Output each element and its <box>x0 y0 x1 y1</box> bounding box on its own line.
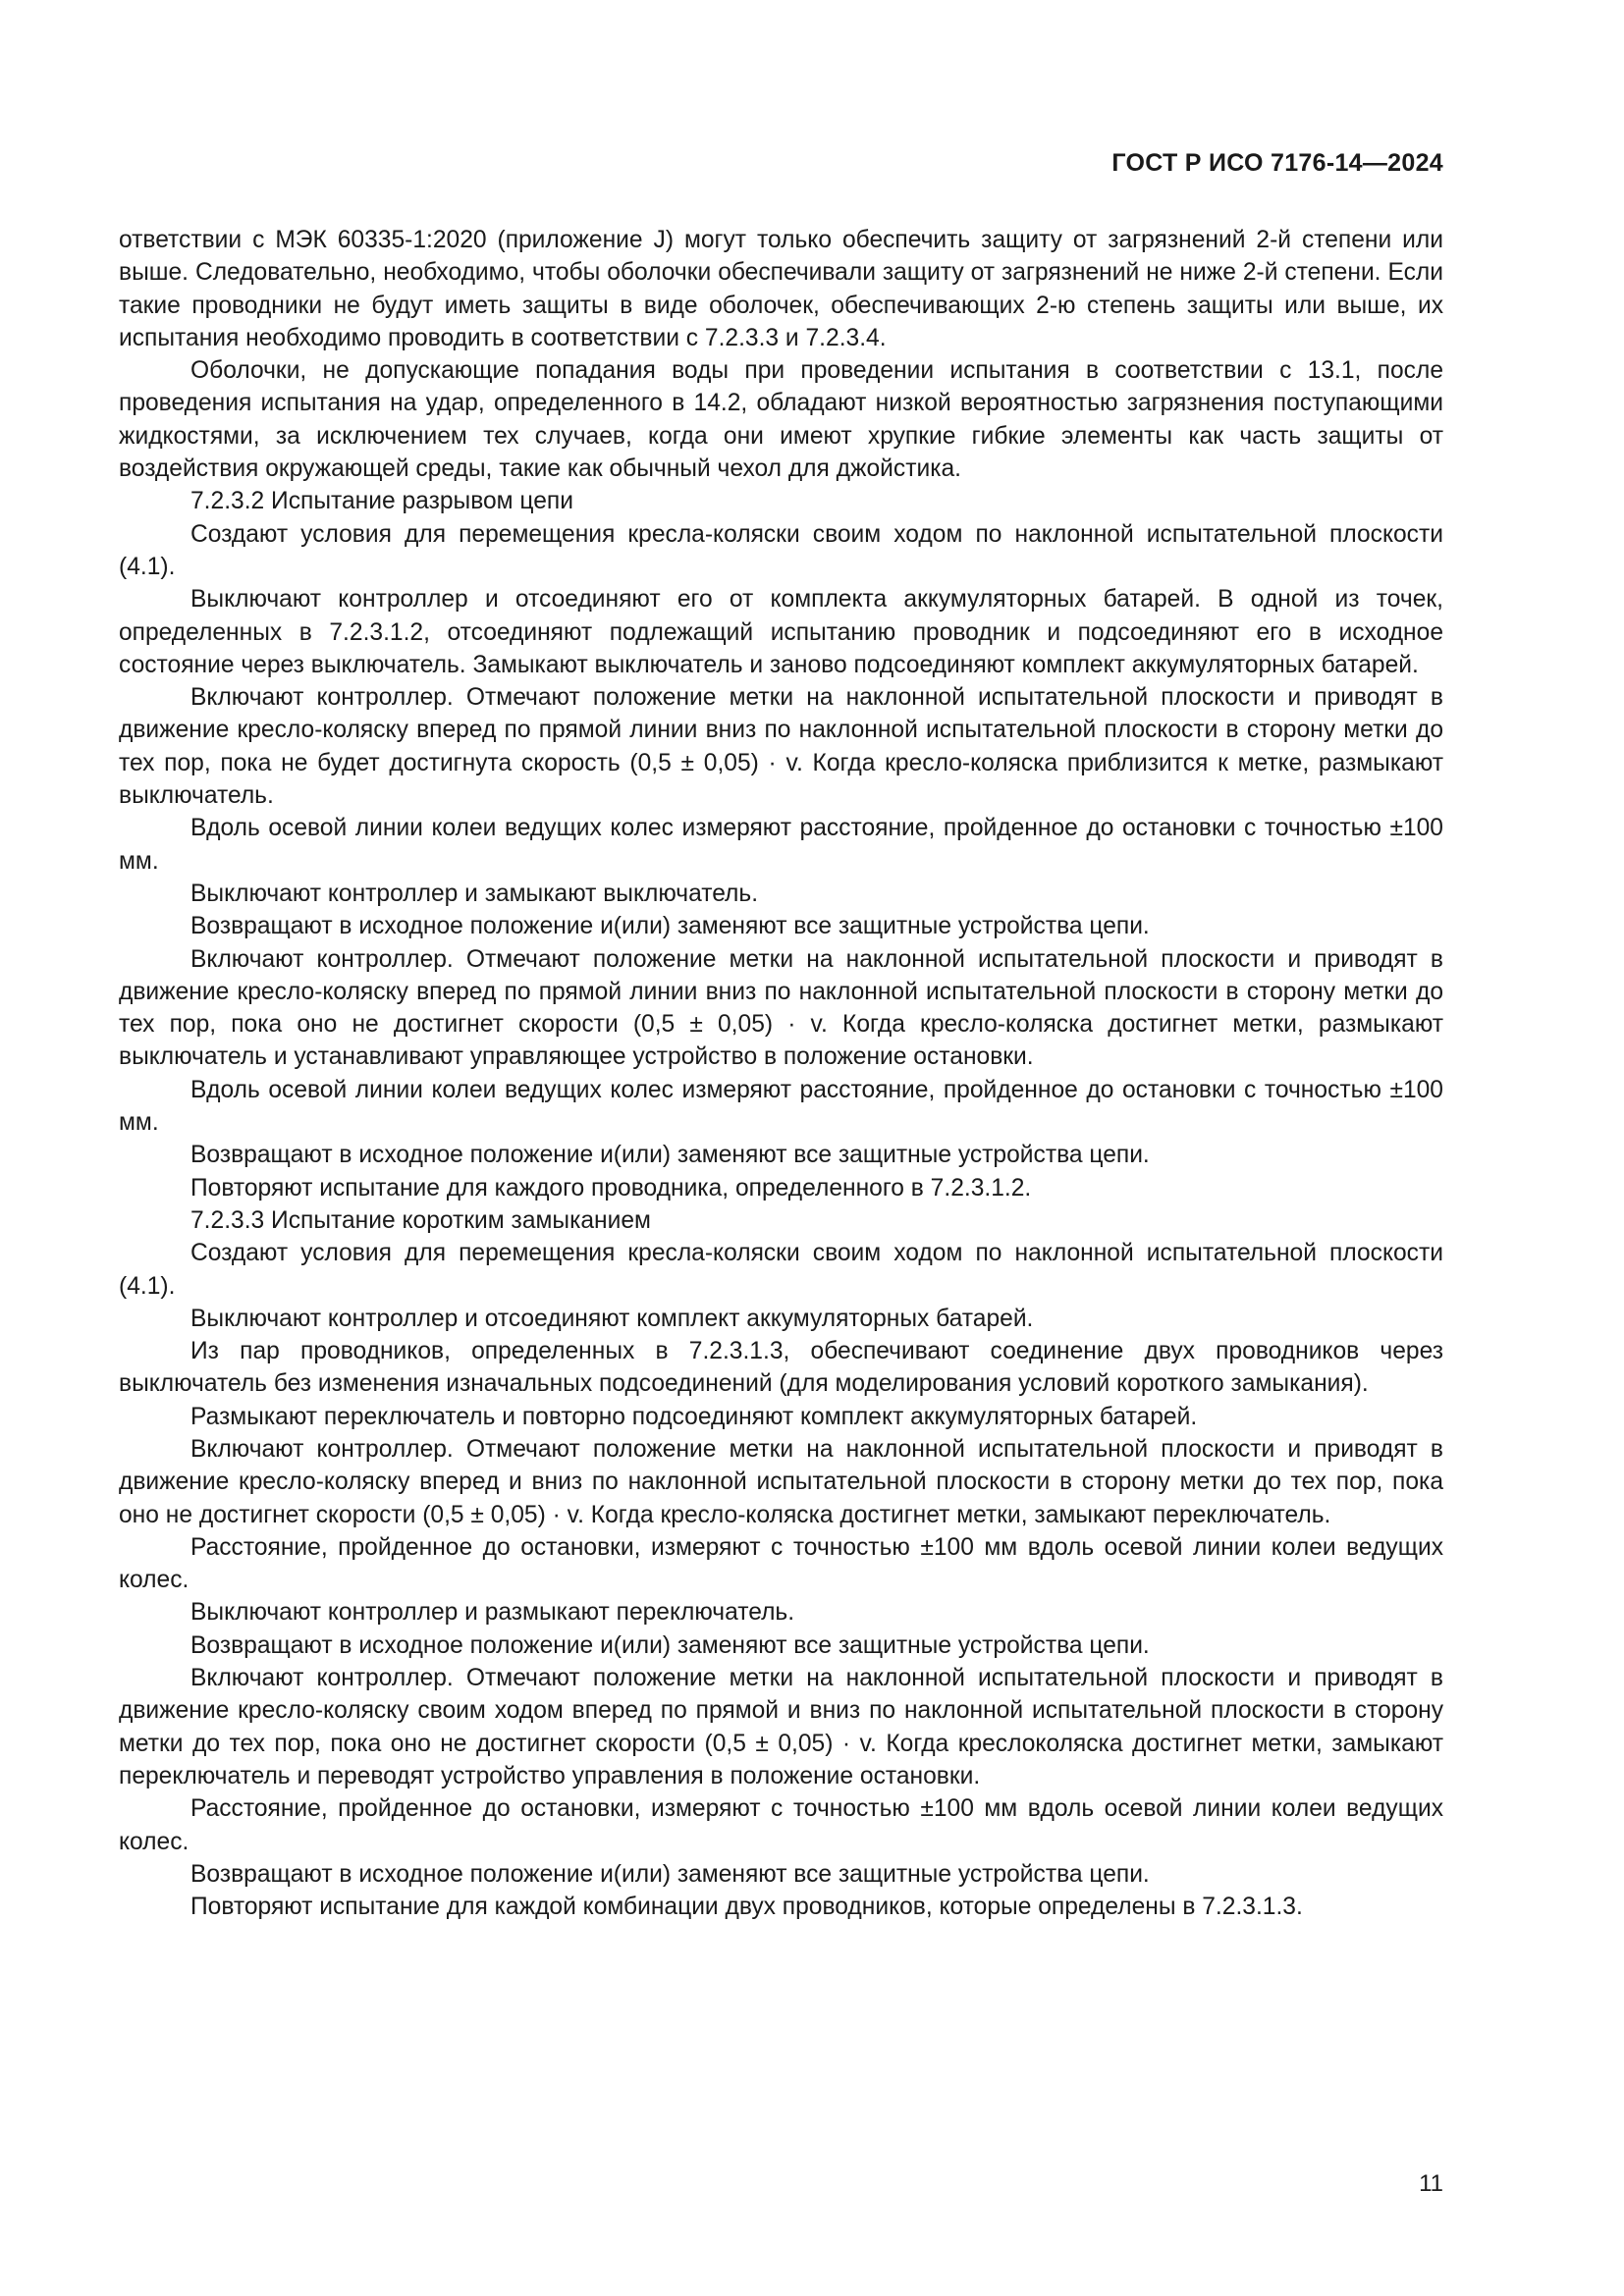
paragraph: Расстояние, пройденное до остановки, измеряют с точностью ±100 мм вдоль осевой линии колеи ведущих колес. <box>119 1795 1443 1855</box>
paragraph: Выключают контроллер и отсоединяют его от комплекта аккумуляторных батарей. В одной из точек, определенных в 7.2.3.1.2, отсоединяют подлежащий испытанию проводник и подсоединяют его в исходное состояние через выключатель. Замыкают выключатель и заново подсоединяют комплект аккумуляторных батарей. <box>119 586 1443 678</box>
paragraph: ответствии с МЭК 60335-1:2020 (приложение J) могут только обеспечить защиту от загрязнений 2-й степени или выше. Следовательно, необходимо, чтобы оболочки обеспечивали защиту от загрязнений не ниже 2-й степени. Если такие проводники не будут иметь защиты в виде оболочек, обеспечивающих 2-ю степень защиты или выше, их испытания необходимо проводить в соответствии с 7.2.3.3 и 7.2.3.4. <box>119 227 1443 351</box>
paragraph: Возвращают в исходное положение и(или) заменяют все защитные устройства цепи. <box>190 1631 1150 1659</box>
document-body <box>119 224 1443 1923</box>
paragraph: 7.2.3.2 Испытание разрывом цепи <box>190 488 573 515</box>
paragraph: Выключают контроллер и размыкают переключатель. <box>190 1599 795 1627</box>
paragraph: Возвращают в исходное положение и(или) заменяют все защитные устройства цепи. <box>190 1142 1150 1169</box>
paragraph: Включают контроллер. Отмечают положение метки на наклонной испытательной плоскости и приводят в движение кресло-коляску вперед по прямой линии вниз по наклонной испытательной плоскости в сторону метки до тех пор, пока не будет достигнута скорость (0,5 ± 0,05) · v. Когда кресло-коляска приблизится к метке, размыкают выключатель. <box>119 684 1443 810</box>
paragraph: Выключают контроллер и отсоединяют комплект аккумуляторных батарей. <box>190 1305 1034 1332</box>
paragraph: Расстояние, пройденное до остановки, измеряют с точностью ±100 мм вдоль осевой линии колеи ведущих колес. <box>119 1533 1443 1594</box>
paragraph: Повторяют испытание для каждого проводника, определенного в 7.2.3.1.2. <box>190 1174 1032 1201</box>
paragraph: Выключают контроллер и замыкают выключатель. <box>190 880 759 907</box>
document-header: ГОСТ Р ИСО 7176-14—2024 <box>1111 149 1443 177</box>
paragraph: Создают условия для перемещения кресла-коляски своим ходом по наклонной испытательной плоскости (4.1). <box>119 520 1443 580</box>
paragraph: Повторяют испытание для каждой комбинации двух проводников, которые определены в 7.2.3.1.3. <box>190 1894 1303 1921</box>
paragraph: Включают контроллер. Отмечают положение метки на наклонной испытательной плоскости и приводят в движение кресло-коляску своим ходом вперед по прямой и вниз по наклонной испытательной плоскости в сторону метки до тех пор, пока оно не достигнет скорости (0,5 ± 0,05) · v. Когда креслоколяска достигнет метки, замыкают переключатель и переводят устройство управления в положение остановки. <box>119 1665 1443 1789</box>
paragraph: Возвращают в исходное положение и(или) заменяют все защитные устройства цепи. <box>190 913 1150 940</box>
paragraph: Вдоль осевой линии колеи ведущих колес измеряют расстояние, пройденное до остановки с точностью ±100 мм. <box>119 815 1443 875</box>
paragraph: Размыкают переключатель и повторно подсоединяют комплект аккумуляторных батарей. <box>190 1403 1198 1430</box>
paragraph: Включают контроллер. Отмечают положение метки на наклонной испытательной плоскости и приводят в движение кресло-коляску вперед и вниз по наклонной испытательной плоскости в сторону метки до тех пор, пока оно не достигнет скорости (0,5 ± 0,05) · v. Когда кресло-коляска достигнет метки, замыкают переключатель. <box>119 1435 1443 1528</box>
paragraph: Создают условия для перемещения кресла-коляски своим ходом по наклонной испытательной плоскости (4.1). <box>119 1240 1443 1300</box>
paragraph: Включают контроллер. Отмечают положение метки на наклонной испытательной плоскости и приводят в движение кресло-коляску вперед по прямой линии вниз по наклонной испытательной плоскости в сторону метки до тех пор, пока оно не достигнет скорости (0,5 ± 0,05) · v. Когда кресло-коляска достигнет метки, размыкают выключатель и устанавливают управляющее устройство в положение остановки. <box>119 945 1443 1071</box>
paragraph: Из пар проводников, определенных в 7.2.3.1.3, обеспечивают соединение двух проводников через выключатель без изменения изначальных подсоединений (для моделирования условий короткого замыкания). <box>119 1338 1443 1398</box>
paragraph: 7.2.3.3 Испытание коротким замыканием <box>190 1206 651 1234</box>
paragraph: Вдоль осевой линии колеи ведущих колес измеряют расстояние, пройденное до остановки с точностью ±100 мм. <box>119 1076 1443 1137</box>
paragraph: Оболочки, не допускающие попадания воды при проведении испытания в соответствии с 13.1, после проведения испытания на удар, определенного в 14.2, обладают низкой вероятностью загрязнения поступающими жидкостями, за исключением тех случаев, когда они имеют хрупкие гибкие элементы как часть защиты от воздействия окружающей среды, такие как обычный чехол для джойстика. <box>119 357 1443 483</box>
page-number: 11 <box>1419 2170 1443 2197</box>
paragraph: Возвращают в исходное положение и(или) заменяют все защитные устройства цепи. <box>190 1860 1150 1888</box>
